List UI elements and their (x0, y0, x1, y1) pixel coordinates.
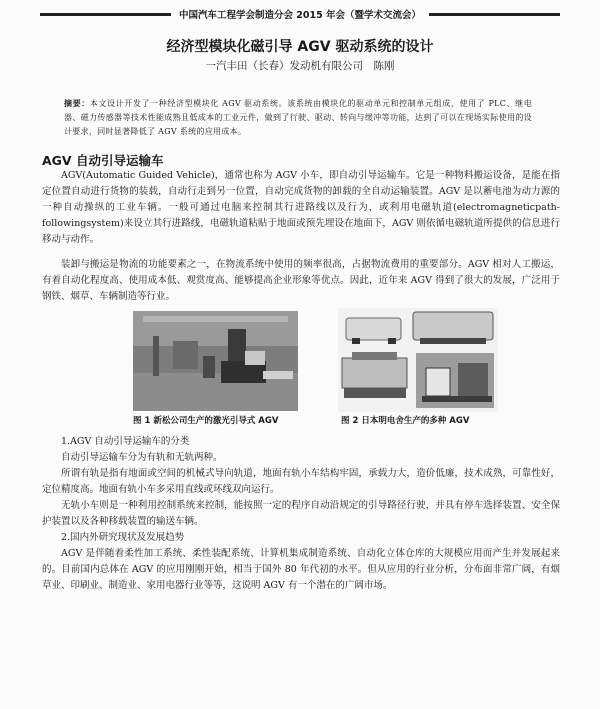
header-text: 中国汽车工程学会制造分会 2015 年会（暨学术交流会） (178, 10, 422, 21)
figure-1-caption: 图 1 新松公司生产的激光引导式 AGV (133, 416, 279, 426)
section-2-body (42, 434, 560, 594)
paragraph-intro: AGV(Automatic Guided Vehicle)，通常也称为 AGV 小车，即自动引导运输车。它是一种物料搬运设备，是能在指定位置自动进行货物的装载，自动行走到另一位置，自动完成货物的卸载的全自动运输装置。AGV 是以蓄电池为动力源的一种自动操纵的工业车辆。一般可通过电脑来控制其行进路线以及行为，或利用电磁轨道(electromagneticpath-followingsystem)来设立其行进路线，电磁轨道粘贴于地面或预先埋设在地面下，AGV 则依循电磁轨道所提供的信息进行移动与动作。 (42, 170, 560, 245)
paper-title: 经济型模块化磁引导 AGV 驱动系统的设计 (166, 39, 434, 55)
header-rule-right (429, 13, 560, 16)
paragraph-rail-type: 所谓有轨是指有地面或空间的机械式导向轨道，地面有轨小车结构牢固，承载力大，造价低廉，技术成熟，可靠性好，定位精度高。地面有轨小车多采用直线或环线双向运行。 (42, 468, 560, 495)
figure-1-laser-agv-photo (133, 311, 298, 411)
paragraph-classification: 自动引导运输车分为有轨和无轨两种。 (61, 452, 223, 463)
figure-2-meidensha-agv-photo (338, 308, 498, 412)
paragraph-trackless-type: 无轨小车则是一种利用控制系统来控制，能按照一定的程序自动沿规定的引导路径行驶，并具有停车选择装置、安全保护装置以及各种移载装置的输送车辆。 (42, 500, 560, 527)
paragraph-research-status: AGV 是伴随着柔性加工系统、柔性装配系统、计算机集成制造系统、自动化立体仓库的大规模应用而产生并发展起来的。目前国内总体在 AGV 的应用刚刚开始，相当于国外 80 年代初的水平。但从应用的行业分析，分布面非常广阔，有烟草业、印刷业、制造业、家用电器行业等等，这说明 AGV 有一个潜在的广阔市场。 (42, 548, 560, 591)
paragraph-advantages: 装卸与搬运是物流的功能要素之一，在物流系统中使用的频率很高，占据物流费用的重要部分。AGV 相对人工搬运，有着自动化程度高、使用成本低、观赏度高、能够提高企业形象等优点。因此，近年来 AGV 得到了很大的发展，广泛用于钢铁、烟草、车辆制造等行业。 (42, 259, 560, 302)
header-rule-left (40, 13, 171, 16)
subheading-classification: 1.AGV 自动引导运输车的分类 (61, 436, 190, 447)
abstract-text: 本文设计开发了一种经济型模块化 AGV 驱动系统。该系统由模块化的驱动单元和控制单元组成，使用了 PLC、继电器、磁力传感器等技术性能成熟且低成本的工业元件，做到了行驶、驱动、转向与缓冲等功能，达到了可以在现场实际使用的设计要求，同时显著降低了 AGV 系统的应用成本。 (64, 99, 532, 136)
running-header (40, 6, 560, 22)
figure-2-caption: 图 2 日本明电舍生产的多种 AGV (341, 416, 470, 426)
abstract (64, 96, 532, 139)
abstract-label: 摘要： (64, 98, 90, 108)
paper-author: 一汽丰田（长春）发动机有限公司 陈刚 (205, 60, 395, 72)
section-heading: AGV 自动引导运输车 (42, 153, 164, 168)
subheading-research-status: 2.国内外研究现状及发展趋势 (61, 532, 185, 543)
